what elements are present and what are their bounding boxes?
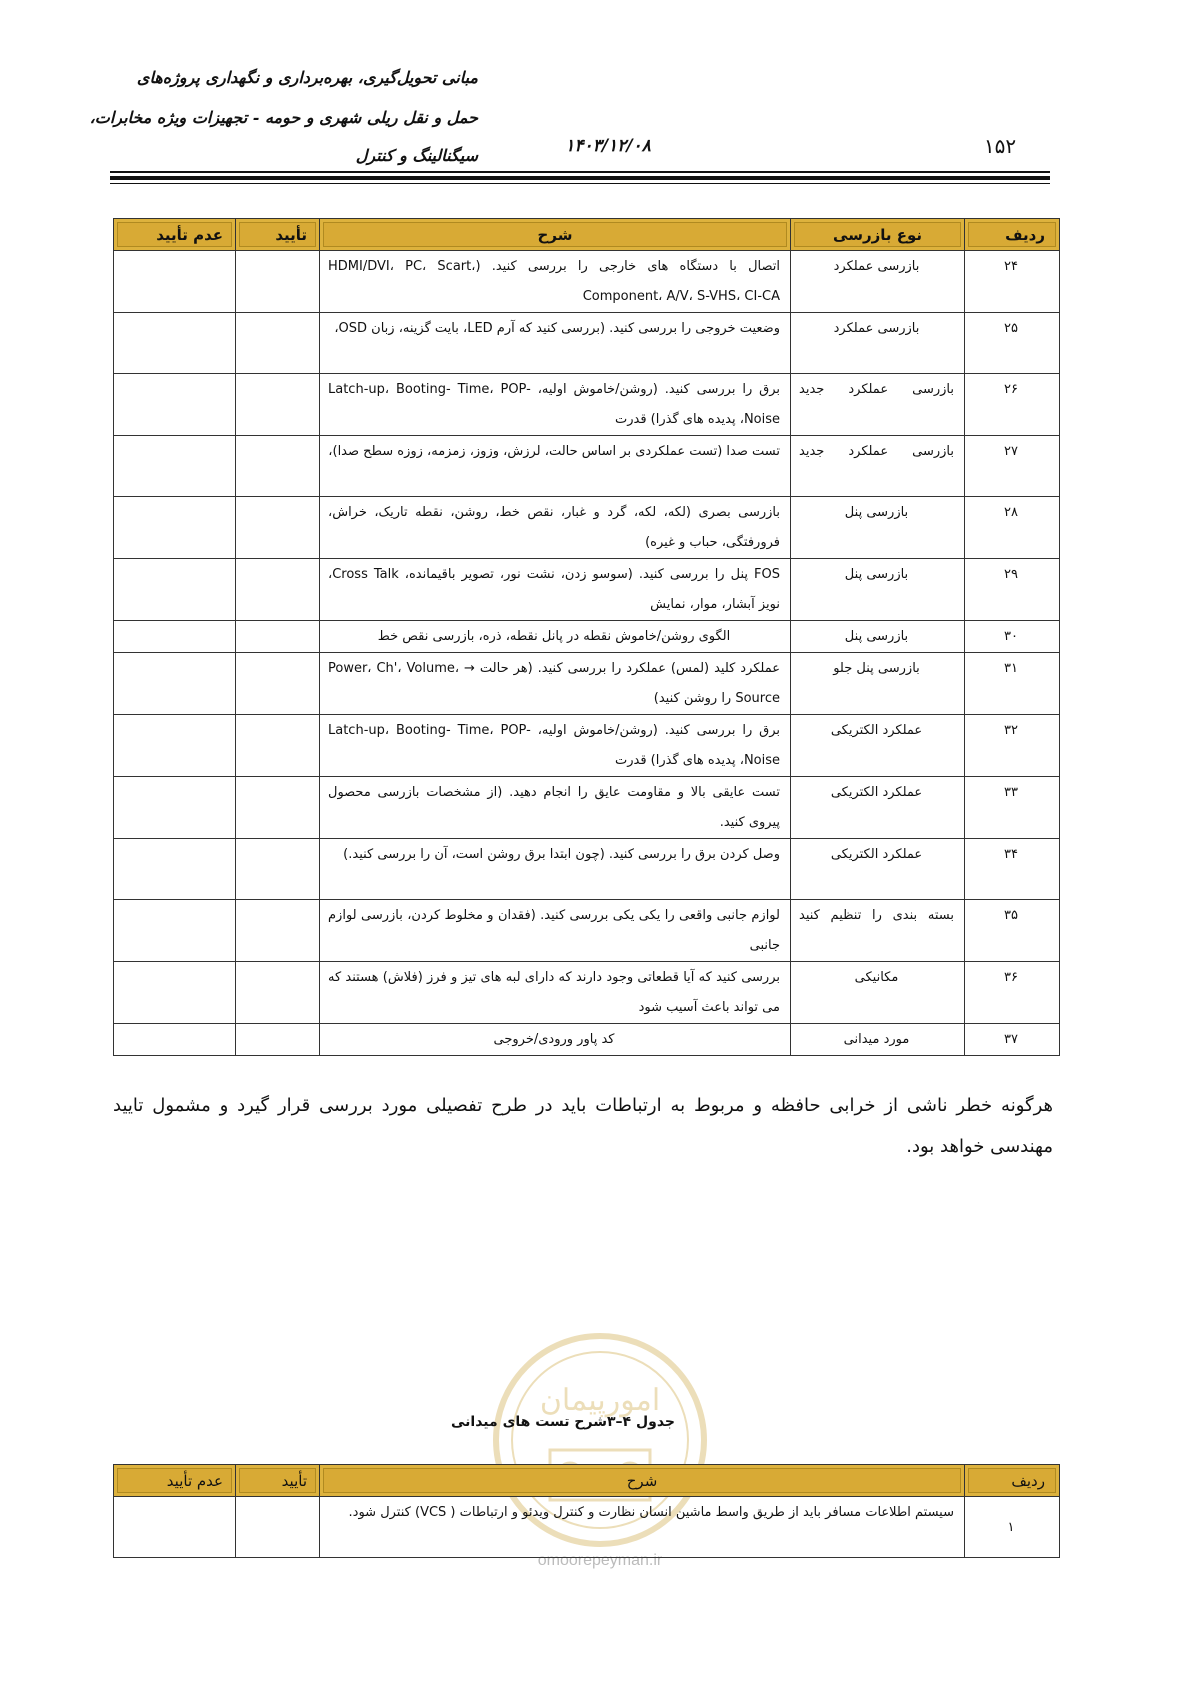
table-row: [114, 715, 1060, 777]
table-row: [114, 653, 1060, 715]
header-rule-bottom: [110, 183, 1050, 184]
col-header-reject: عدم تأیید: [114, 1465, 236, 1497]
reject-cell[interactable]: [114, 313, 236, 374]
description: اتصال با دستگاه های خارجی را بررسی کنید. (HDMI/DVI، PC، Scart، Component، A/V، S-VHS، CI-CA: [320, 251, 791, 313]
table-row: [114, 900, 1060, 962]
inspection-type: بازرسی عملکرد جدید: [791, 436, 965, 497]
description: تست صدا (تست عملکردی بر اساس حالت، لرزش، وزوز، زمزمه، زوزه سطح صدا)،: [320, 436, 791, 497]
row-no: ۲۶: [965, 374, 1060, 436]
table-row: [114, 1497, 1060, 1558]
page-number: ۱۵۲: [983, 134, 1017, 158]
reject-cell[interactable]: [114, 559, 236, 621]
approve-cell[interactable]: [236, 374, 320, 436]
header-title-line1: مبانی تحویل‌گیری، بهره‌برداری و نگهداری پروژه‌های: [136, 68, 478, 87]
inspection-type: بازرسی پنل جلو: [791, 653, 965, 715]
col-header-reject: عدم تأیید: [114, 219, 236, 251]
approve-cell[interactable]: [236, 715, 320, 777]
reject-cell[interactable]: [114, 436, 236, 497]
table-caption: جدول ۴–۳شرح تست های میدانی: [451, 1414, 675, 1430]
row-no: ۳۵: [965, 900, 1060, 962]
row-no: ۳۲: [965, 715, 1060, 777]
approve-cell[interactable]: [236, 313, 320, 374]
row-no: ۳۷: [965, 1024, 1060, 1056]
approve-cell[interactable]: [236, 559, 320, 621]
reject-cell[interactable]: [114, 777, 236, 839]
col-header-row-no: ردیف: [965, 1465, 1060, 1497]
description: لوازم جانبی واقعی را یکی یکی بررسی کنید. (فقدان و مخلوط کردن، بازرسی لوازم جانبی: [320, 900, 791, 962]
reject-cell[interactable]: [114, 251, 236, 313]
description: عملکرد کلید (لمس) عملکرد را بررسی کنید. (هر حالت → Power، Ch'، Volume، Source را روشن کنید): [320, 653, 791, 715]
col-header-approve: تأیید: [236, 219, 320, 251]
reject-cell[interactable]: [114, 497, 236, 559]
field-test-table: [113, 1464, 1060, 1558]
reject-cell[interactable]: [114, 1497, 236, 1558]
table-row: [114, 251, 1060, 313]
col-header-approve: تأیید: [236, 1465, 320, 1497]
inspection-type: بازرسی عملکرد: [791, 251, 965, 313]
inspection-type: بازرسی عملکرد جدید: [791, 374, 965, 436]
table-row: [114, 313, 1060, 374]
table-row: [114, 839, 1060, 900]
row-no: ۲۷: [965, 436, 1060, 497]
reject-cell[interactable]: [114, 962, 236, 1024]
inspection-type: مورد میدانی: [791, 1024, 965, 1056]
header-rule: [110, 171, 1050, 173]
table-row: [114, 962, 1060, 1024]
approve-cell[interactable]: [236, 839, 320, 900]
inspection-type: عملکرد الکتریکی: [791, 839, 965, 900]
row-no: ۳۳: [965, 777, 1060, 839]
description: برق را بررسی کنید. (روشن/خاموش اولیه، Latch-up، Booting- Time، POP-Noise، پدیده های گذرا) قدرت: [320, 374, 791, 436]
row-no: ۱: [965, 1497, 1060, 1558]
description: تست عایقی بالا و مقاومت عایق را انجام دهید. (از مشخصات بازرسی محصول پیروی کنید.: [320, 777, 791, 839]
inspection-type: بازرسی پنل: [791, 559, 965, 621]
description: کد پاور ورودی/خروجی: [320, 1024, 791, 1056]
col-header-description: شرح: [320, 1465, 965, 1497]
header-title-line3: سیگنالینگ و کنترل: [355, 146, 478, 165]
row-no: ۳۱: [965, 653, 1060, 715]
row-no: ۲۸: [965, 497, 1060, 559]
reject-cell[interactable]: [114, 374, 236, 436]
description: FOS پنل را بررسی کنید. (سوسو زدن، نشت نور، تصویر باقیمانده، Cross Talk، نویز آبشار، موار، نمایش: [320, 559, 791, 621]
row-no: ۳۴: [965, 839, 1060, 900]
approve-cell[interactable]: [236, 1497, 320, 1558]
table-row: [114, 497, 1060, 559]
approve-cell[interactable]: [236, 900, 320, 962]
reject-cell[interactable]: [114, 900, 236, 962]
description: الگوی روشن/خاموش نقطه در پانل نقطه، ذره، بازرسی نقص خط: [320, 621, 791, 653]
inspection-type: بسته بندی را تنظیم کنید: [791, 900, 965, 962]
row-no: ۲۴: [965, 251, 1060, 313]
col-header-description: شرح: [320, 219, 791, 251]
reject-cell[interactable]: [114, 715, 236, 777]
inspection-type: عملکرد الکتریکی: [791, 715, 965, 777]
approve-cell[interactable]: [236, 1024, 320, 1056]
approve-cell[interactable]: [236, 621, 320, 653]
inspection-type: بازرسی پنل: [791, 621, 965, 653]
header-date: ۱۴۰۳/۱۲/۰۸: [565, 136, 651, 156]
table-row: [114, 621, 1060, 653]
note-paragraph: هرگونه خطر ناشی از خرابی حافظه و مربوط به ارتباطات باید در طرح تفصیلی مورد بررسی قرار گیرد و مشمول تایید مهندسی خواهد بود.: [113, 1095, 1053, 1157]
inspection-type: بازرسی عملکرد: [791, 313, 965, 374]
svg-text:امورپیمان: امورپیمان: [539, 1383, 661, 1418]
reject-cell[interactable]: [114, 621, 236, 653]
reject-cell[interactable]: [114, 1024, 236, 1056]
table-header-row: [114, 219, 1060, 251]
description: وضعیت خروجی را بررسی کنید. (بررسی کنید که آرم LED، بایت گزینه، زبان OSD،: [320, 313, 791, 374]
table-row: [114, 374, 1060, 436]
approve-cell[interactable]: [236, 777, 320, 839]
header-rule-thick: [110, 176, 1050, 180]
approve-cell[interactable]: [236, 251, 320, 313]
approve-cell[interactable]: [236, 962, 320, 1024]
row-no: ۳۰: [965, 621, 1060, 653]
table-row: [114, 777, 1060, 839]
table-row: [114, 559, 1060, 621]
header-title-line2: حمل و نقل ریلی شهری و حومه - تجهیزات ویژه مخابرات،: [89, 108, 478, 127]
description: برق را بررسی کنید. (روشن/خاموش اولیه، Latch-up، Booting- Time، POP-Noise، پدیده های گذرا) قدرت: [320, 715, 791, 777]
col-header-inspection-type: نوع بازرسی: [791, 219, 965, 251]
row-no: ۲۹: [965, 559, 1060, 621]
watermark-url: omoorepeyman.ir: [537, 1552, 663, 1569]
description: وصل کردن برق را بررسی کنید. (چون ابتدا برق روشن است، آن را بررسی کنید.): [320, 839, 791, 900]
inspection-type: بازرسی پنل: [791, 497, 965, 559]
approve-cell[interactable]: [236, 653, 320, 715]
col-header-row-no: ردیف: [965, 219, 1060, 251]
row-no: ۲۵: [965, 313, 1060, 374]
description: سیستم اطلاعات مسافر باید از طریق واسط ماشین انسان نظارت و کنترل ویدئو و ارتباطات ( VCS) کنترل شود.: [320, 1497, 965, 1558]
inspection-type: مکانیکی: [791, 962, 965, 1024]
reject-cell[interactable]: [114, 653, 236, 715]
table-row: [114, 436, 1060, 497]
description: بررسی کنید که آیا قطعاتی وجود دارند که دارای لبه های تیز و فرز (فلاش) هستند که می تواند باعث آسیب شود: [320, 962, 791, 1024]
table-header-row: [114, 1465, 1060, 1497]
description: بازرسی بصری (لکه، لکه، گرد و غبار، نقص خط، روشن، نقطه تاریک، خراش، فرورفتگی، حباب و غیره): [320, 497, 791, 559]
row-no: ۳۶: [965, 962, 1060, 1024]
inspection-type: عملکرد الکتریکی: [791, 777, 965, 839]
reject-cell[interactable]: [114, 839, 236, 900]
approve-cell[interactable]: [236, 497, 320, 559]
inspection-table: [113, 218, 1060, 1056]
table-row: [114, 1024, 1060, 1056]
approve-cell[interactable]: [236, 436, 320, 497]
